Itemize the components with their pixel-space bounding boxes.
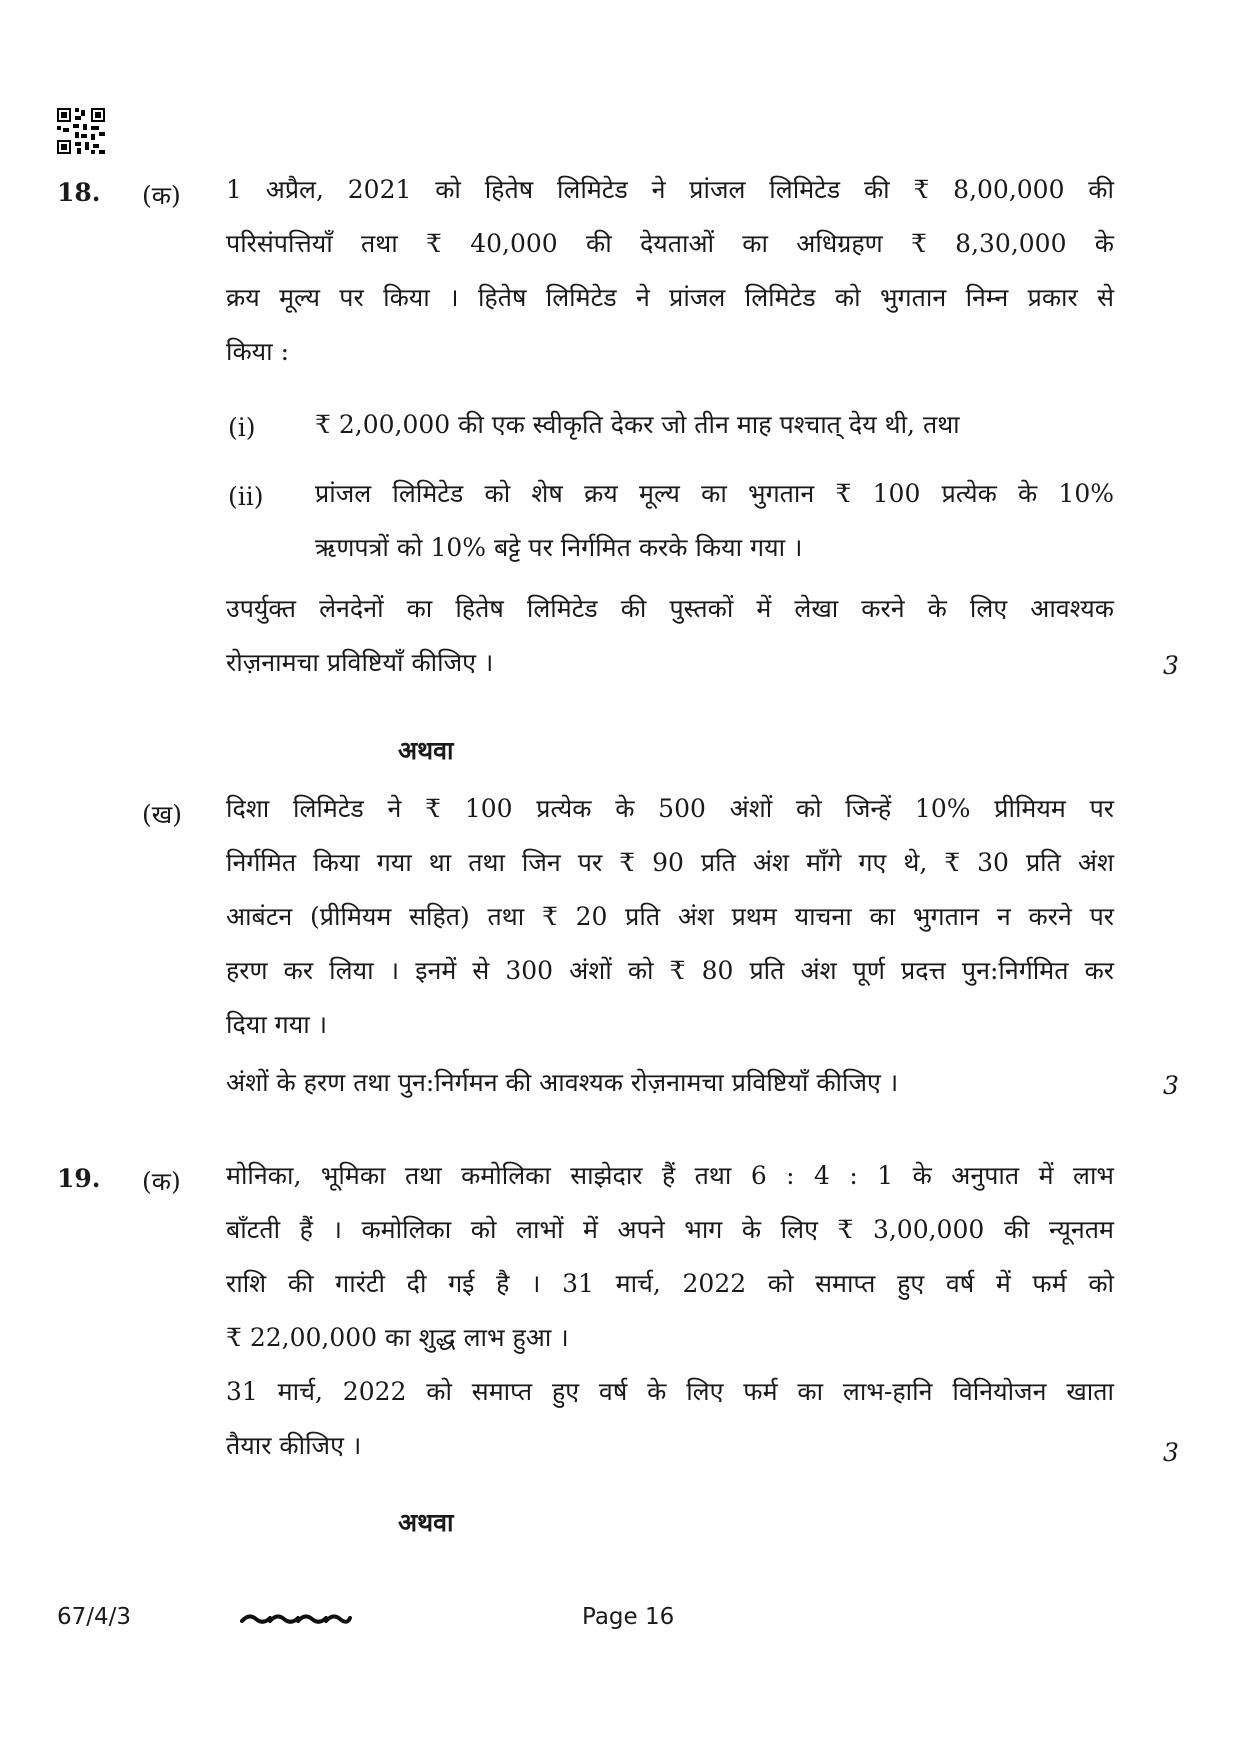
- q18-part-b-line-1: दिशा लिमिटेड ने ₹ 100 प्रत्येक के 500 अंशों को जिन्हें 10% प्रीमियम पर: [226, 794, 1114, 823]
- q18-part-b-marks: 3: [1163, 1071, 1179, 1100]
- q18-item-ii-line-2: ऋणपत्रों को 10% बट्टे पर निर्गमित करके किया गया ।: [315, 533, 803, 562]
- q19-line-3: राशि की गारंटी दी गई है । 31 मार्च, 2022 को समाप्त हुए वर्ष में फर्म को: [226, 1269, 1114, 1298]
- tilde-ornament-icon: [240, 1611, 352, 1627]
- q18-part-a-line-4: किया :: [226, 337, 290, 366]
- question-number-19: 19.: [57, 1164, 101, 1193]
- paper-code: 67/4/3: [57, 1604, 132, 1630]
- q18-item-i-label: (i): [228, 413, 256, 442]
- q18-part-b-body: [226, 782, 1114, 1052]
- q18-part-b-line-4: हरण कर लिया । इनमें से 300 अंशों को ₹ 80 प्रति अंश पूर्ण प्रदत्त पुन:निर्गमित कर: [226, 956, 1114, 985]
- q19-part-a-body: [226, 1149, 1114, 1473]
- q18-instruction-line-1: उपर्युक्त लेनदेनों का हितेष लिमिटेड की पुस्तकों में लेखा करने के लिए आवश्यक: [226, 594, 1114, 623]
- q18-part-b-line-2: निर्गमित किया गया था तथा जिन पर ₹ 90 प्रति अंश माँगे गए थे, ₹ 30 प्रति अंश: [226, 848, 1114, 877]
- q19-or-divider: अथवा: [398, 1508, 454, 1537]
- q18-part-a-line-2: परिसंपत्तियाँ तथा ₹ 40,000 की देयताओं का अधिग्रहण ₹ 8,30,000 के: [226, 229, 1114, 258]
- q19-line-1: मोनिका, भूमिका तथा कमोलिका साझेदार हैं तथा 6 : 4 : 1 के अनुपात में लाभ: [226, 1161, 1114, 1190]
- q18-or-divider: अथवा: [398, 736, 454, 765]
- q19-line-2: बाँटती हैं । कमोलिका को लाभों में अपने भाग के लिए ₹ 3,00,000 की न्यूनतम: [226, 1215, 1114, 1244]
- q18-part-a-line-3: क्रय मूल्य पर किया । हितेष लिमिटेड ने प्रांजल लिमिटेड को भुगतान निम्न प्रकार से: [226, 283, 1114, 312]
- q18-part-b-line-3: आबंटन (प्रीमियम सहित) तथा ₹ 20 प्रति अंश प्रथम याचना का भुगतान न करने पर: [226, 902, 1114, 931]
- q19-line-4: ₹ 22,00,000 का शुद्ध लाभ हुआ ।: [226, 1323, 569, 1352]
- q18-part-b-label: (ख): [142, 800, 182, 829]
- q18-part-a-line-1: 1 अप्रैल, 2021 को हितेष लिमिटेड ने प्रांजल लिमिटेड की ₹ 8,00,000 की: [226, 175, 1114, 204]
- question-number-18: 18.: [57, 178, 101, 207]
- q18-item-ii-body: [315, 467, 1114, 575]
- q19-line-6: तैयार कीजिए ।: [226, 1431, 362, 1460]
- q18-part-b-line-5: दिया गया ।: [226, 1010, 328, 1039]
- q18-part-a-instruction: [226, 582, 1114, 690]
- q18-part-a-marks: 3: [1163, 651, 1179, 680]
- q18-instruction-line-2: रोज़नामचा प्रविष्टियाँ कीजिए ।: [226, 648, 494, 677]
- q18-part-b-instruction: अंशों के हरण तथा पुन:निर्गमन की आवश्यक रोज़नामचा प्रविष्टियाँ कीजिए ।: [226, 1068, 899, 1097]
- q18-part-a-body: [226, 163, 1114, 379]
- q19-part-a-marks: 3: [1163, 1438, 1179, 1467]
- q19-line-5: 31 मार्च, 2022 को समाप्त हुए वर्ष के लिए फर्म का लाभ-हानि विनियोजन खाता: [226, 1377, 1114, 1406]
- q19-part-a-label: (क): [142, 1167, 181, 1196]
- page-number: Page 16: [582, 1604, 675, 1630]
- q18-item-ii-line-1: प्रांजल लिमिटेड को शेष क्रय मूल्य का भुगतान ₹ 100 प्रत्येक के 10%: [315, 479, 1114, 508]
- q18-part-a-label: (क): [142, 181, 181, 210]
- q18-item-ii-label: (ii): [228, 482, 264, 511]
- q18-item-i-text: ₹ 2,00,000 की एक स्वीकृति देकर जो तीन माह पश्चात् देय थी, तथा: [315, 410, 960, 439]
- qr-code-icon: [57, 108, 105, 154]
